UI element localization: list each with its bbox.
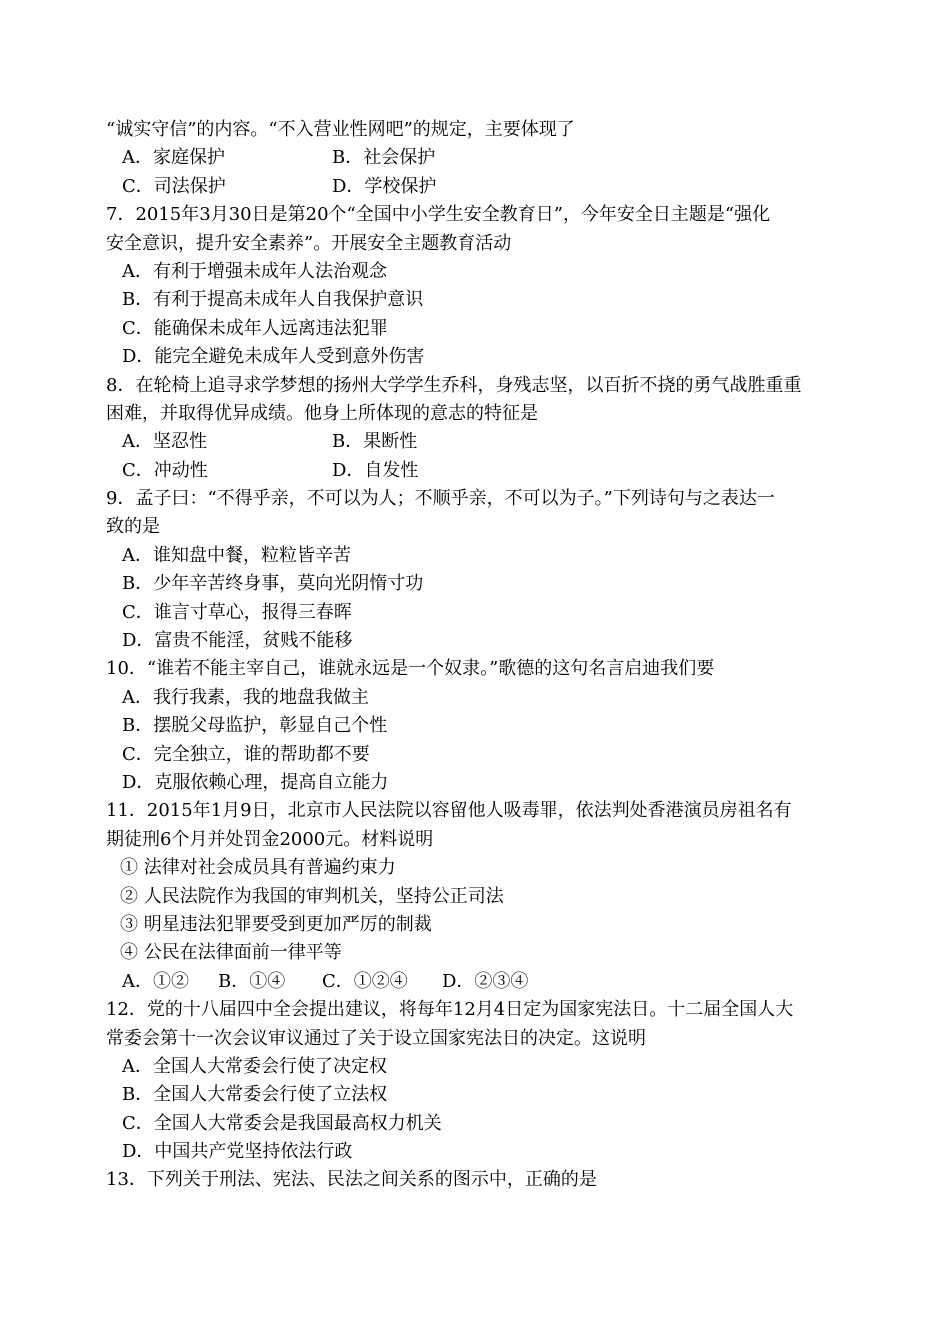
- question-7-option-c: C．能确保未成年人远离违法犯罪: [122, 317, 388, 339]
- options-row: [106, 173, 850, 201]
- question-8-options-row: [106, 428, 850, 456]
- question-11-statement-3: ③ 明星违法犯罪要受到更加严厉的制裁: [120, 913, 432, 935]
- question-8-option-a: A．坚忍性: [122, 431, 207, 453]
- question-8-option-c: C．冲动性: [122, 459, 208, 481]
- question-8-options-row: [106, 457, 850, 485]
- question-8-stem-cont: 困难，并取得优异成绩。他身上所体现的意志的特征是: [106, 402, 538, 424]
- question-10-option-b: B．摆脱父母监护，彰显自己个性: [122, 715, 388, 737]
- option-c: C．司法保护: [122, 175, 226, 197]
- question-12-option-c: C．全国人大常委会是我国最高权力机关: [122, 1112, 442, 1134]
- question-12-option-d: D．中国共产党坚持依法行政: [122, 1141, 353, 1163]
- question-12-option-b: B．全国人大常委会行使了立法权: [122, 1084, 388, 1106]
- option-d: D．学校保护: [332, 175, 437, 197]
- question-8-stem: 8．在轮椅上追寻求学梦想的扬州大学学生乔科，身残志坚，以百折不挠的勇气战胜重重: [106, 374, 802, 396]
- question-11-stem: 11．2015年1月9日，北京市人民法院以容留他人吸毒罪，依法判处香港演员房祖名有: [106, 800, 792, 822]
- question-11-option-a: A．①②: [122, 970, 189, 992]
- question-11-statement-1: ① 法律对社会成员具有普遍约束力: [120, 857, 396, 879]
- question-11-statement-2: ② 人民法院作为我国的审判机关，坚持公正司法: [120, 885, 504, 907]
- option-b: B．社会保护: [332, 147, 436, 169]
- question-12-option-a: A．全国人大常委会行使了决定权: [122, 1055, 387, 1077]
- option-a: A．家庭保护: [122, 147, 225, 169]
- question-11-option-d: D．②③④: [442, 970, 529, 992]
- question-11-options-row: [106, 968, 850, 996]
- question-8-option-b: B．果断性: [332, 431, 418, 453]
- question-10-stem: 10．“谁若不能主宰自己，谁就永远是一个奴隶。”歌德的这句名言启迪我们要: [106, 658, 715, 680]
- question-12-stem: 12．党的十八届四中全会提出建议，将每年12月4日定为国家宪法日。十二届全国人大: [106, 999, 794, 1021]
- question-10-option-c: C．完全独立，谁的帮助都不要: [122, 743, 370, 765]
- question-11-statement-4: ④ 公民在法律面前一律平等: [120, 942, 342, 964]
- options-row: [106, 144, 850, 172]
- exam-content: [106, 116, 850, 1195]
- question-7-option-a: A．有利于增强未成年人法治观念: [122, 260, 387, 282]
- question-9-stem: 9．孟子曰：“不得乎亲，不可以为人；不顺乎亲，不可以为子。”下列诗句与之表达一: [106, 488, 775, 510]
- question-7-stem: 7．2015年3月30日是第20个“全国中小学生安全教育日”，今年安全日主题是“强化: [106, 204, 771, 226]
- question-7-stem-cont: 安全意识，提升安全素养”。开展安全主题教育活动: [106, 232, 512, 254]
- question-13-stem: 13．下列关于刑法、宪法、民法之间关系的图示中，正确的是: [106, 1169, 597, 1191]
- question-10-option-d: D．克服依赖心理，提高自立能力: [122, 771, 389, 793]
- question-9-option-a: A．谁知盘中餐，粒粒皆辛苦: [122, 544, 351, 566]
- question-7-option-b: B．有利于提高未成年人自我保护意识: [122, 289, 424, 311]
- question-10-option-a: A．我行我素，我的地盘我做主: [122, 686, 369, 708]
- question-8-option-d: D．自发性: [332, 459, 419, 481]
- question-stem: “诚实守信”的内容。“不入营业性网吧”的规定，主要体现了: [106, 119, 575, 140]
- question-9-option-b: B．少年辛苦终身事，莫向光阴惰寸功: [122, 573, 424, 595]
- question-9-stem-cont: 致的是: [106, 516, 160, 538]
- question-12-stem-cont: 常委会第十一次会议审议通过了关于设立国家宪法日的决定。这说明: [106, 1027, 646, 1049]
- question-11-stem-cont: 期徒刑6个月并处罚金2000元。材料说明: [106, 828, 434, 850]
- question-11-option-b: B．①④: [218, 970, 286, 992]
- question-9-option-d: D．富贵不能淫，贫贱不能移: [122, 630, 353, 652]
- question-7-option-d: D．能完全避免未成年人受到意外伤害: [122, 346, 425, 368]
- question-11-option-c: C．①②④: [322, 970, 408, 992]
- question-9-option-c: C．谁言寸草心，报得三春晖: [122, 601, 352, 623]
